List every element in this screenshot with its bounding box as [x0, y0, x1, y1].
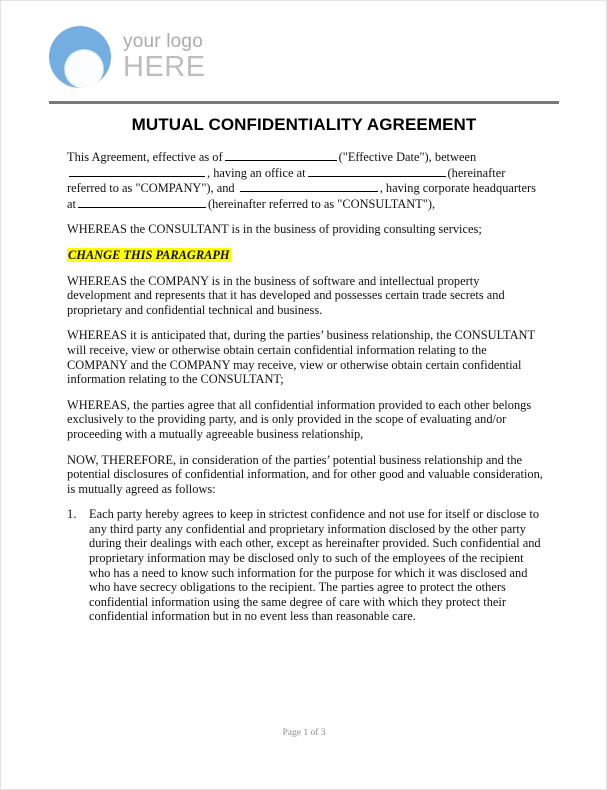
intro-seg1: This Agreement, effective as of: [67, 150, 223, 164]
blank-effective-date[interactable]: [225, 149, 337, 161]
page-footer: Page 1 of 3: [282, 728, 326, 738]
clause-list: [67, 507, 543, 624]
logo-text: [123, 32, 206, 82]
intro-seg3: ,: [207, 165, 211, 180]
logo: [49, 23, 559, 91]
blank-consultant-address[interactable]: [78, 196, 206, 208]
logo-inner-circle: [65, 50, 103, 88]
list-item: [67, 507, 543, 624]
document-body: [67, 149, 543, 635]
intro-seg2: ("Effective Date"), between: [338, 150, 477, 164]
intro-seg7: (hereinafter: [207, 196, 266, 211]
paragraph-change-this-paragraph: [67, 248, 543, 263]
intro-seg8: referred to as "CONSULTANT"),: [268, 196, 436, 211]
highlighted-note: CHANGE THIS PARAGRAPH: [68, 247, 230, 262]
document-header: [49, 23, 559, 95]
page-title: MUTUAL CONFIDENTIALITY AGREEMENT: [131, 115, 477, 134]
intro-paragraph: [67, 149, 543, 211]
intro-seg5: (hereinafter referred to as "COMPANY"), and: [67, 165, 506, 196]
blank-consultant-name[interactable]: [240, 180, 378, 192]
paragraph-whereas-consultant: WHEREAS the CONSULTANT is in the business of providing consulting services;: [67, 222, 482, 237]
circle-logo-icon: [49, 26, 111, 88]
clause-text: Each party hereby agrees to keep in strictest confidence and not use for itself or disclose to any third party any confidential and proprietary information disclosed by the other party during their dealings with each other, except as hereinafter provided. Such confidential and proprietary information may be disclosed only to such of the employees of the recipient who has a need to know such information for the purpose for which it was disclosed and who have secrecy obligations to the recipient. The parties agree to protect the others confidential information using the same degree of care with which they protect their confidential information but in no event less than reasonable care.: [89, 507, 541, 624]
paragraph-whereas-parties-agree: WHEREAS, the parties agree that all confidential information provided to each other belongs exclusively to the providing party, and is only provided in the scope of evaluating and/or proceeding with a mutually agreeable business relationship,: [67, 397, 532, 441]
header-divider: [49, 101, 559, 104]
intro-seg4: having an office at: [213, 165, 306, 180]
clause-number: 1.: [67, 507, 77, 522]
paragraph-whereas-anticipated: WHEREAS it is anticipated that, during the parties’ business relationship, the CONSULTANT will receive, view or otherwise obtain certain confidential information relating to the COMPANY and the COMPANY may receive, view or otherwise obtain certain confidential information relating to the CONSULTANT;: [67, 328, 535, 387]
blank-company-address[interactable]: [308, 165, 446, 177]
paragraph-now-therefore: NOW, THEREFORE, in consideration of the parties’ potential business relationship and the potential disclosures of confidential information, and for other good and valuable consideration, is mutually agreed as follows:: [67, 452, 543, 496]
logo-text-line1: your logo: [123, 31, 203, 52]
logo-text-line2: HERE: [123, 51, 206, 83]
paragraph-whereas-company: WHEREAS the COMPANY is in the business of software and intellectual property development and represents that it has developed and possesses certain trade secrets and proprietary and confidential technical and business.: [67, 273, 505, 317]
intro-seg6: , having corporate headquarters at: [67, 181, 536, 211]
blank-company-name[interactable]: [69, 165, 205, 177]
